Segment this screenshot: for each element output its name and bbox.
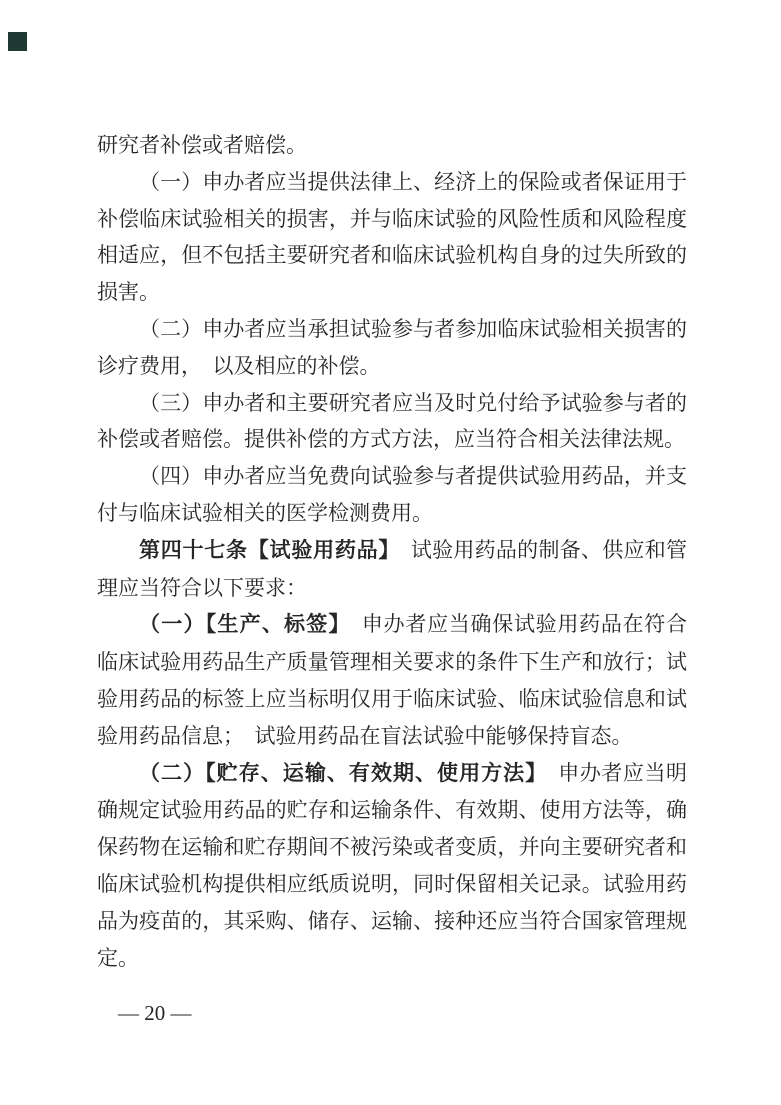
page-number: — 20 —: [118, 1001, 192, 1025]
paragraph-text: （三）申办者和主要研究者应当及时兑付给予试验参与者的补偿或者赔偿。提供补偿的方式方法，应当符合相关法律法规。: [97, 390, 687, 452]
paragraph-clause-production-label: [97, 606, 687, 754]
paragraph-text: 申办者应当确保试验用药品在符合临床试验用药品生产质量管理相关要求的条件下生产和放行；试验用药品的标签上应当标明仅用于临床试验、临床试验信息和试验用药品信息； 试验用药品在盲法试验中能够保持盲态。: [97, 612, 688, 748]
paragraph-text: （四）申办者应当免费向试验参与者提供试验用药品，并支付与临床试验相关的医学检测费用。: [97, 464, 687, 525]
paragraph-text: （二）申办者应当承担试验参与者参加临床试验相关损害的诊疗费用， 以及相应的补偿。: [97, 316, 687, 378]
clause-heading: （一）【生产、标签】: [139, 613, 341, 637]
scan-corner-mark: [8, 32, 27, 51]
paragraph-text: 申办者应当明确规定试验用药品的贮存和运输条件、有效期、使用方法等，确保药物在运输和贮存期间不被污染或者变质，并向主要研究者和临床试验机构提供相应纸质说明，同时保留相关记录。试验用药品为疫苗的，其采购、储存、运输、接种还应当符合国家管理规定。: [97, 760, 688, 970]
paragraph-item-4: [97, 458, 687, 532]
paragraph-item-1: [97, 164, 687, 311]
paragraph-article-47: [97, 532, 687, 607]
paragraph-item-2: [97, 311, 687, 385]
clause-heading: （二）【贮存、运输、有效期、使用方法】: [139, 761, 537, 785]
paragraph-text: 研究者补偿或者赔偿。: [97, 133, 307, 157]
paragraph-text: （一）申办者应当提供法律上、经济上的保险或者保证用于补偿临床试验相关的损害，并与临床试验的风险性质和风险程度相适应，但不包括主要研究者和临床试验机构自身的过失所致的损害。: [97, 169, 687, 305]
article-heading: 第四十七条【试验用药品】: [139, 538, 390, 562]
paragraph-text: 试验用药品的制备、供应和管理应当符合以下要求：: [97, 537, 688, 600]
document-body: [97, 127, 687, 976]
page-footer: [118, 1001, 192, 1025]
paragraph-clause-storage-transport: [97, 755, 687, 977]
paragraph-continuation: [97, 127, 687, 164]
paragraph-item-3: [97, 385, 687, 459]
